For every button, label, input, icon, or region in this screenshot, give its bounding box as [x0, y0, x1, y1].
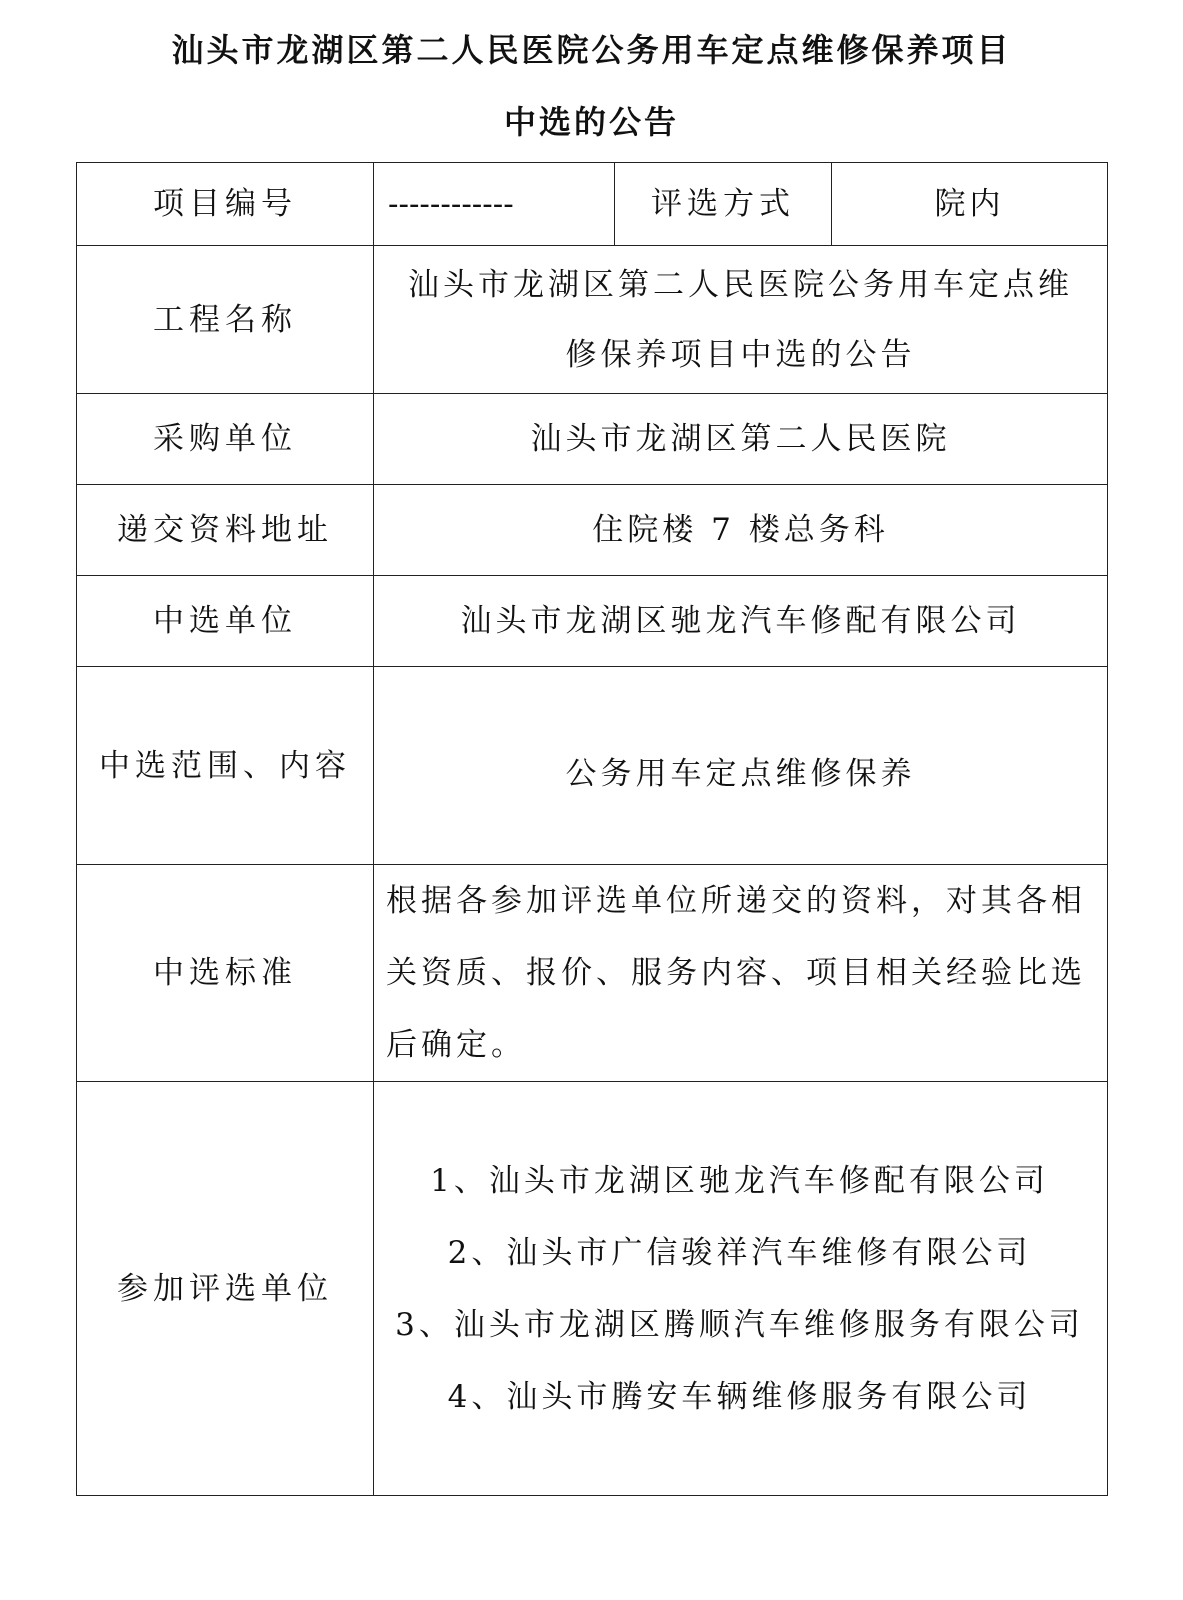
standard-label: 中选标准 — [77, 865, 374, 1082]
purchaser-label: 采购单位 — [77, 394, 374, 485]
standard-line-3: 后确定。 — [386, 1027, 526, 1063]
document-title-continued: 中选的公告 — [503, 103, 679, 141]
method-value: 院内 — [832, 163, 1108, 246]
row-project-name — [77, 246, 1108, 394]
row-participants — [77, 1082, 1108, 1496]
standard-value — [374, 865, 1108, 1082]
purchaser-value: 汕头市龙湖区第二人民医院 — [374, 394, 1108, 485]
row-purchaser — [77, 394, 1108, 485]
project-name-value — [374, 246, 1108, 394]
row-scope — [77, 667, 1108, 865]
method-label: 评选方式 — [615, 163, 832, 246]
address-label: 递交资料地址 — [77, 485, 374, 576]
participant-item: 1、汕头市龙湖区驰龙汽车修配有限公司 — [430, 1162, 1049, 1199]
scope-value: 公务用车定点维修保养 — [374, 667, 1108, 865]
participant-item: 3、汕头市龙湖区腾顺汽车维修服务有限公司 — [395, 1306, 1084, 1343]
row-standard — [77, 865, 1108, 1082]
project-name-line-1: 汕头市龙湖区第二人民医院公务用车定点维 — [408, 266, 1073, 303]
standard-line-2: 关资质、报价、服务内容、项目相关经验比选 — [386, 955, 1086, 991]
scope-label: 中选范围、内容 — [77, 667, 374, 865]
project-no-value: ------------ — [374, 163, 615, 246]
row-project-no — [77, 163, 1108, 246]
participant-item: 4、汕头市腾安车辆维修服务有限公司 — [447, 1378, 1032, 1415]
project-name-line-2: 修保养项目中选的公告 — [565, 336, 916, 373]
standard-line-1: 根据各参加评选单位所递交的资料，对其各相 — [386, 883, 1086, 919]
participants-list — [374, 1082, 1108, 1496]
participant-item: 2、汕头市广信骏祥汽车维修有限公司 — [447, 1234, 1032, 1271]
row-winner — [77, 576, 1108, 667]
address-value: 住院楼 7 楼总务科 — [374, 485, 1108, 576]
winner-value: 汕头市龙湖区驰龙汽车修配有限公司 — [374, 576, 1108, 667]
winner-label: 中选单位 — [77, 576, 374, 667]
document-title: 汕头市龙湖区第二人民医院公务用车定点维修保养项目 — [171, 31, 1012, 69]
announcement-table — [76, 162, 1108, 1496]
row-address — [77, 485, 1108, 576]
project-name-label: 工程名称 — [77, 246, 374, 394]
participants-label: 参加评选单位 — [77, 1082, 374, 1496]
project-no-label: 项目编号 — [77, 163, 374, 246]
